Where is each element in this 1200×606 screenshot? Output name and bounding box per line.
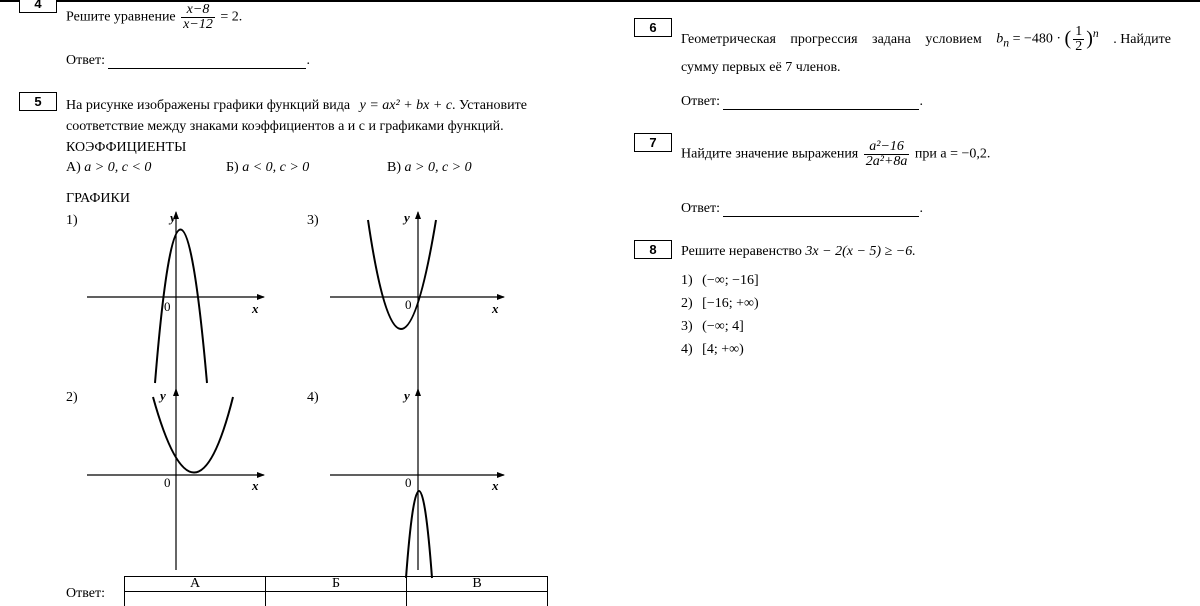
graph-3-y-label: y [402,210,410,225]
graph-2-y-label: y [158,388,166,403]
graphs-heading: ГРАФИКИ [66,190,130,207]
task-8-option-4-value: [4; +∞) [702,342,744,357]
task-7-number: 7 [634,133,672,152]
graph-2 [87,388,264,570]
graph-3-origin: 0 [405,297,412,312]
task-7-numerator: a²−16 [864,140,910,155]
task-8-option-1[interactable] [681,272,759,289]
graph-2-origin: 0 [164,475,171,490]
task-7-answer-field[interactable] [723,216,919,217]
task-7-answer [681,200,923,217]
task-6-word-1: Геометрическая [681,31,776,48]
task-5-answer-label: Ответ: [66,585,105,602]
task-5-formula: y = ax² + bx + c [360,98,452,113]
task-8-option-3-value: (−∞; 4] [702,319,744,334]
task-6-exp: n [1093,27,1099,40]
graph-2-parabola [153,397,233,473]
task-8-option-4[interactable] [681,341,744,358]
graph-4-origin: 0 [405,475,412,490]
task-5-line1-end: . Установите [452,98,527,113]
task-6-frac-num: 1 [1073,25,1084,40]
task-6-answer-field[interactable] [723,109,919,110]
graph-4-y-label: y [402,388,410,403]
task-8-option-3[interactable] [681,318,744,335]
task-6-word-3: задана [872,31,911,48]
task-8-option-2-num: 2) [681,296,693,311]
task-7-answer-end: . [919,201,923,216]
task-5-line-2: соответствие между знаками коэффициентов a и c и графиками функций. [66,118,504,135]
task-8-option-2[interactable] [681,295,759,312]
option-b-label: Б) [226,160,239,175]
task-4-answer-end: . [306,53,310,68]
graph-2-label: 2) [66,389,78,406]
task-7-denominator: 2a²+8a [864,155,910,169]
option-a-expr: a > 0, c < 0 [84,160,151,175]
option-b-expr: a < 0, c > 0 [242,160,309,175]
task-4-prefix: Решите уравнение [66,10,176,25]
task-7-answer-label: Ответ: [681,201,720,216]
task-6-line-2: сумму первых её 7 членов. [681,59,841,76]
task-8-statement [681,243,916,260]
option-c-expr: a > 0, c > 0 [405,160,472,175]
graph-1-label: 1) [66,212,78,229]
task-6-sub: n [1003,37,1009,50]
graph-2-x-label: x [251,478,259,493]
task-8-option-1-value: (−∞; −16] [702,273,759,288]
task-8-number: 8 [634,240,672,259]
task-7-statement [681,140,990,169]
task-7-prefix: Найдите значение выражения [681,147,858,162]
task-8-option-2-value: [−16; +∞) [702,296,759,311]
graph-3-x-label: x [491,301,499,316]
graph-3-parabola [368,220,436,329]
answer-col-b: Б [266,577,407,592]
task-6-word-2: прогрессия [790,31,857,48]
graph-1 [87,210,264,395]
task-7-suffix: при a = −0,2. [915,147,991,162]
task-5-graphs [0,0,600,601]
answer-cell-c[interactable] [407,592,548,606]
task-6-formula-mid: = −480 · [1013,32,1061,47]
graph-4-parabola [406,491,432,578]
coefficients-heading: КОЭФФИЦИЕНТЫ [66,139,186,156]
task-5-number: 5 [19,92,57,111]
graph-3-label: 3) [307,212,319,229]
task-6-frac-den: 2 [1073,40,1084,54]
graph-1-x-label: x [251,301,259,316]
task-4-answer-label: Ответ: [66,53,105,68]
task-5-answer-table [124,576,548,606]
task-8-option-4-num: 4) [681,342,693,357]
answer-cell-a[interactable] [125,592,266,606]
task-6-after: . Найдите [1113,31,1171,48]
task-4-denominator: x−12 [181,18,215,32]
task-6-word-4: условием [925,31,981,48]
graph-4 [330,388,504,578]
option-c-label: В) [387,160,401,175]
answer-cell-b[interactable] [266,592,407,606]
task-8-option-1-num: 1) [681,273,693,288]
task-4-suffix: = 2. [220,10,242,25]
task-6-b: b [996,32,1003,47]
graph-1-origin: 0 [164,299,171,314]
graph-1-y-label: y [168,210,176,225]
task-4-numerator: x−8 [181,3,215,18]
option-a-label: А) [66,160,81,175]
task-8-option-3-num: 3) [681,319,693,334]
answer-col-a: А [125,577,266,592]
task-6-formula: $b_n = -480$ · ( $\frac{1}{2}$ )$^n$ [996,25,1098,54]
task-4-number: 4 [19,0,57,13]
task-5-line1-text: На рисунке изображены графики функций вида [66,98,350,113]
task-8-expr: 3x − 2(x − 5) ≥ −6. [805,244,915,259]
task-6-answer [681,93,923,110]
task-6-number: 6 [634,18,672,37]
graph-4-x-label: x [491,478,499,493]
task-6-answer-end: . [919,94,923,109]
task-6-answer-label: Ответ: [681,94,720,109]
task-7-fraction [864,140,910,169]
graph-4-label: 4) [307,389,319,406]
task-6-line-1 [681,25,1171,54]
graph-3 [330,210,504,395]
answer-col-c: В [407,577,548,592]
graph-1-parabola [155,230,207,384]
task-8-prefix: Решите неравенство [681,244,802,259]
